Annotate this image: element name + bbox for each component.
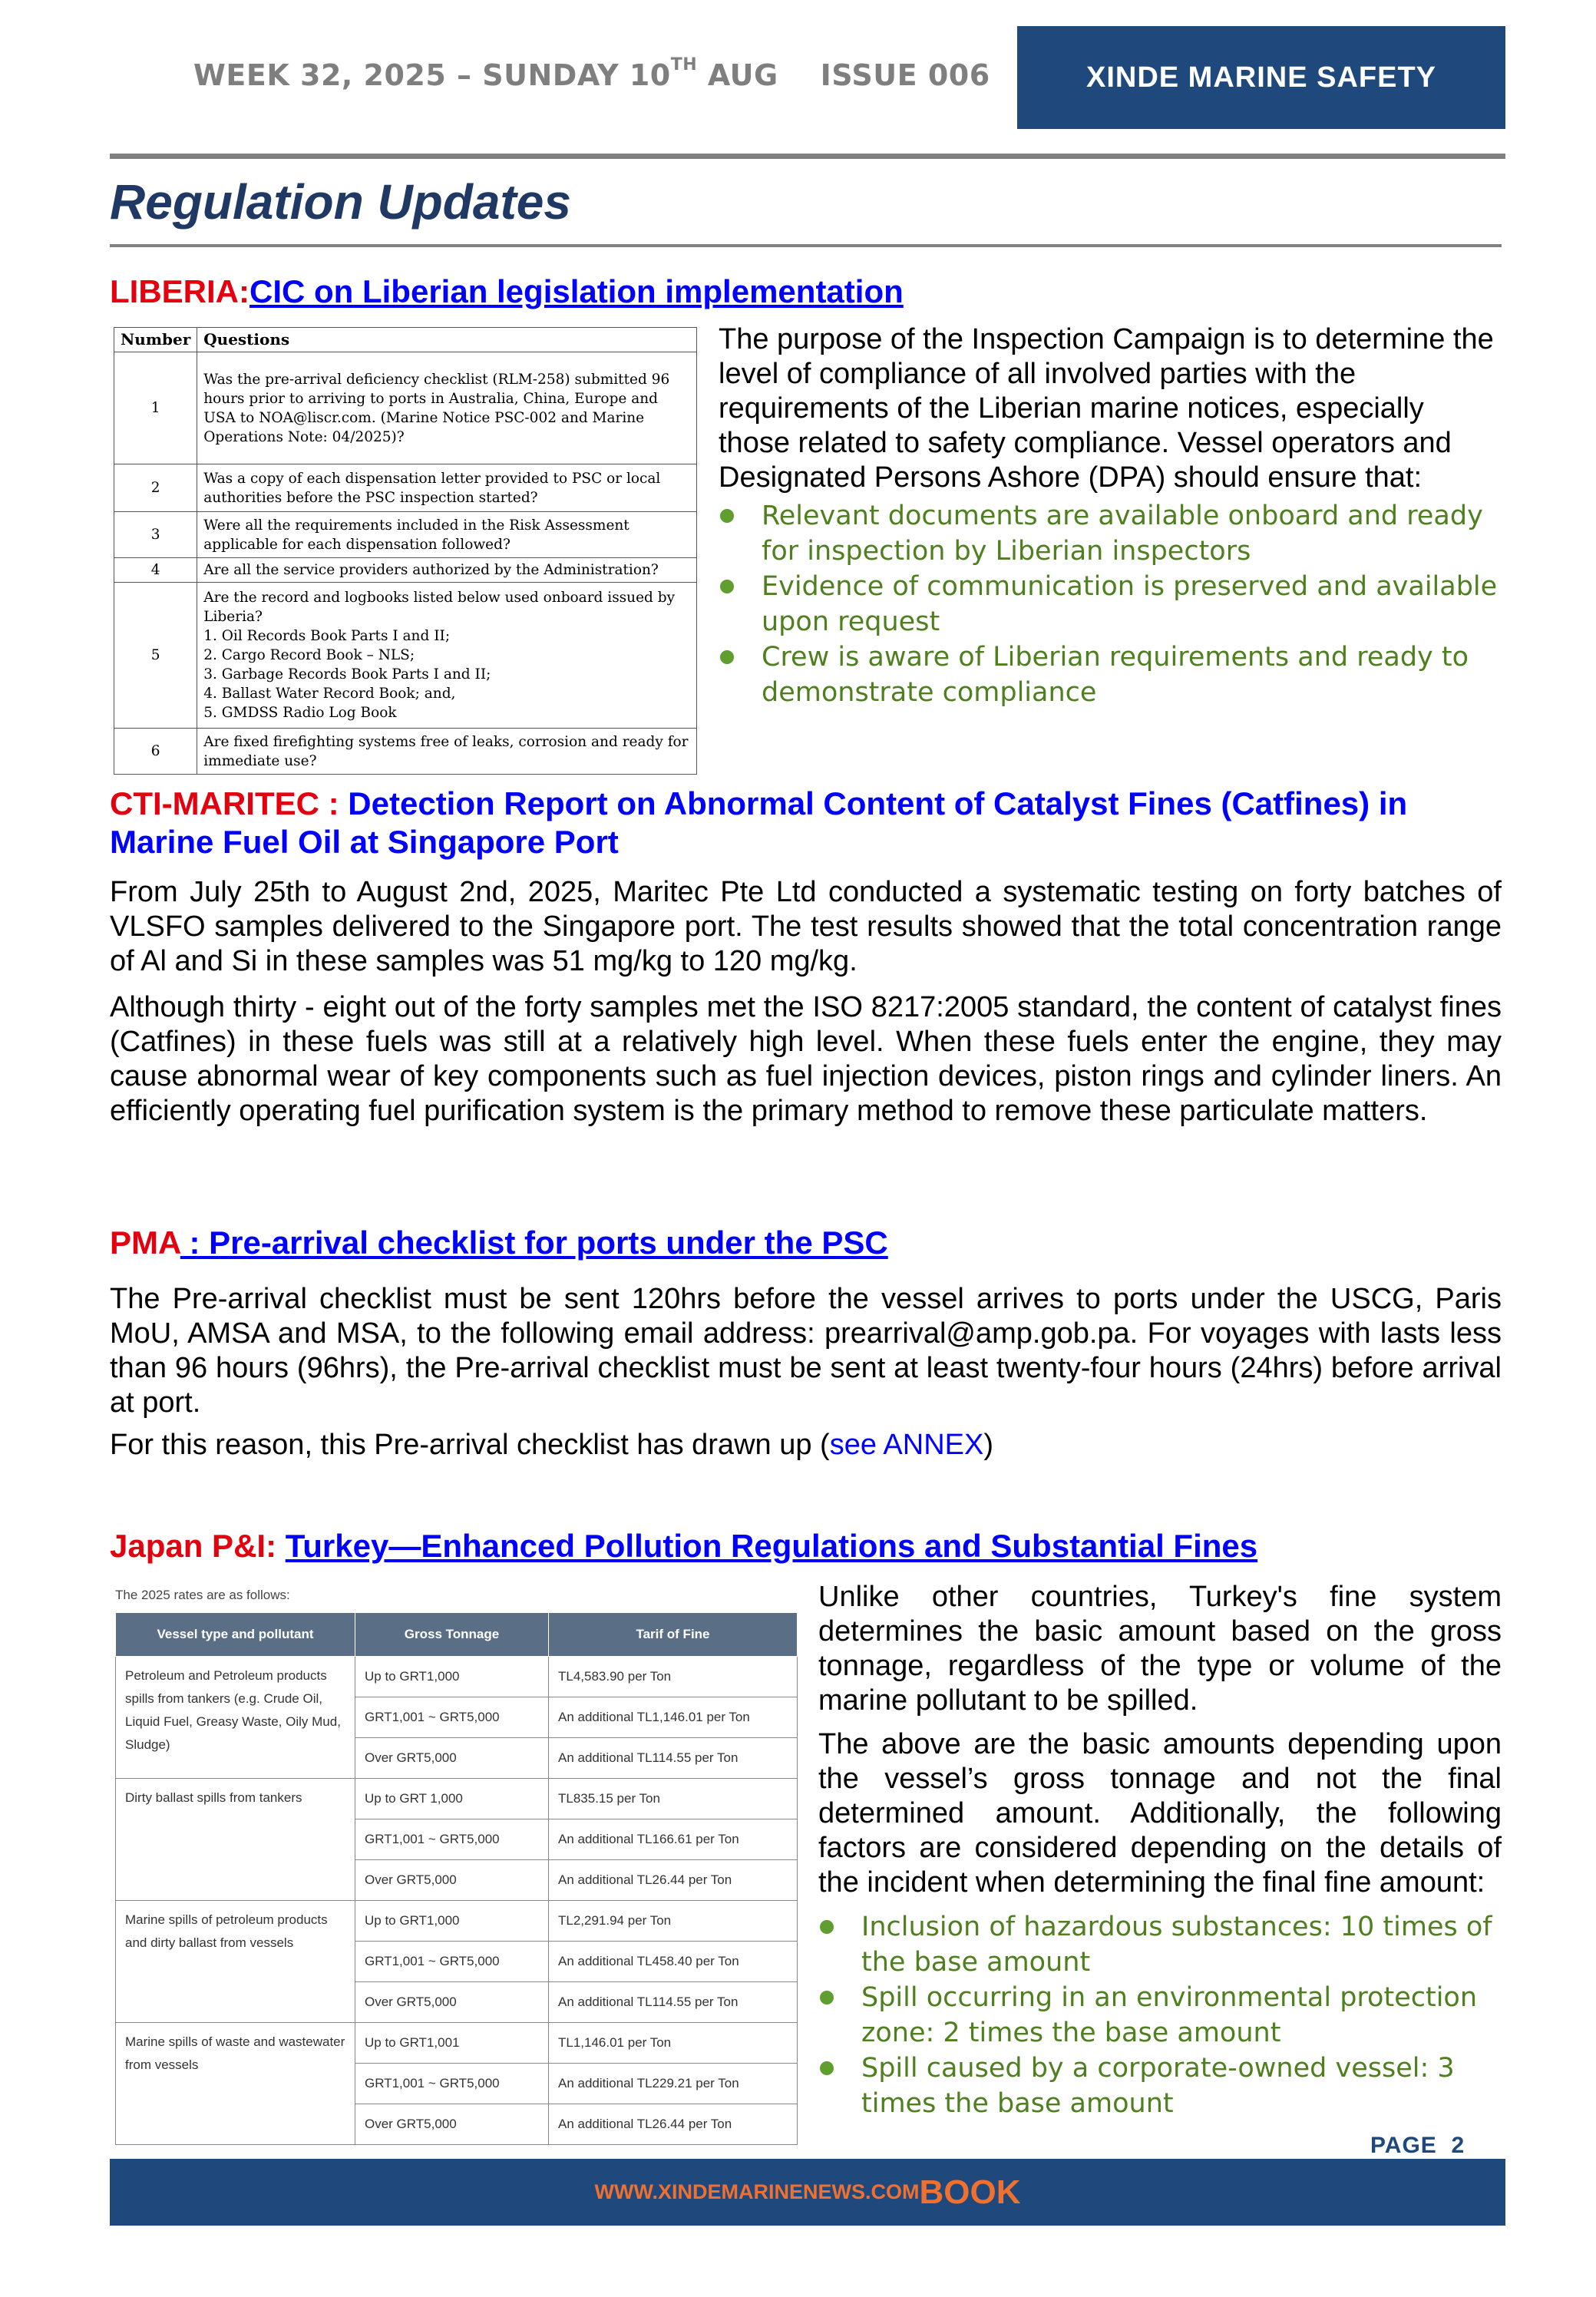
table-row (116, 2023, 798, 2064)
fine-cell: TL2,291.94 per Ton (549, 1901, 798, 1942)
row-question: Was a copy of each dispensation letter provided to PSC or local authorities before the PSC inspection started? (197, 464, 697, 512)
page-number: PAGE 2 (1370, 2133, 1465, 2158)
footer-bar (110, 2159, 1505, 2226)
liberia-heading (110, 273, 904, 310)
list-item: Spill caused by a corporate-owned vessel: 3 times the base amount (818, 2051, 1502, 2121)
row-number: 4 (114, 558, 197, 583)
brand-banner (1017, 26, 1505, 129)
fine-cell: An additional TL458.40 per Ton (549, 1942, 798, 1982)
tonnage-cell: GRT1,001 ~ GRT5,000 (355, 1942, 549, 1982)
cti-source: CTI-MARITEC : (110, 785, 349, 821)
issue-info: WEEK 32, 2025 – SUNDAY 10TH AUG ISSUE 006 (193, 55, 990, 92)
tonnage-cell: GRT1,001 ~ GRT5,000 (355, 1819, 549, 1860)
row-question: Are the record and logbooks listed below used onboard issued by Liberia? 1. Oil Records Book Parts I and II; 2. Cargo Record Book – NLS; 3. Garbage Records Book Parts I and II; 4. Ballast Water Record Book; and, 5. GMDSS Radio Log Book (197, 583, 697, 729)
pma-link[interactable]: : Pre-arrival checklist for ports under the PSC (180, 1225, 888, 1261)
cti-heading (110, 785, 1505, 861)
table-header-number: Number (114, 328, 197, 352)
fine-cell: An additional TL26.44 per Ton (549, 1860, 798, 1901)
fine-cell: An additional TL114.55 per Ton (549, 1738, 798, 1779)
tonnage-cell: GRT1,001 ~ GRT5,000 (355, 2064, 549, 2104)
title-divider (110, 244, 1502, 247)
japan-link[interactable]: Turkey—Enhanced Pollution Regulations and Substantial Fines (285, 1528, 1258, 1564)
liberia-body (719, 322, 1502, 710)
cti-paragraph-1: From July 25th to August 2nd, 2025, Maritec Pte Ltd conducted a systematic testing on forty batches of VLSFO samples delivered to the Singapore port. The test results showed that the total concentration range of Al and Si in these samples was 51 mg/kg to 120 mg/kg. (110, 876, 1502, 977)
footer-book: BOOK (919, 2173, 1021, 2211)
tonnage-cell: Up to GRT 1,000 (355, 1779, 549, 1819)
table-row (114, 558, 697, 583)
fines-table-caption: The 2025 rates are as follows: (115, 1588, 290, 1602)
tonnage-cell: Up to GRT1,001 (355, 2023, 549, 2064)
row-number: 1 (114, 352, 197, 464)
fine-cell: An additional TL114.55 per Ton (549, 1982, 798, 2023)
fine-cell: An additional TL229.21 per Ton (549, 2064, 798, 2104)
pollutant-type: Dirty ballast spills from tankers (116, 1779, 355, 1901)
cti-paragraph-2: Although thirty - eight out of the forty samples met the ISO 8217:2005 standard, the content of catalyst fines (Catfines) in these fuels was still at a relatively high level. When these fuels enter the engine, they may cause abnormal wear of key components such as fuel injection devices, piston rings and cylinder liners. An efficiently operating fuel purification system is the primary method to remove these particulate matters. (110, 991, 1502, 1127)
header-divider (110, 154, 1505, 159)
liberia-questions-table (114, 327, 697, 775)
liberia-bullet-list (719, 498, 1502, 710)
row-question: Are fixed firefighting systems free of leaks, corrosion and ready for immediate use? (197, 729, 697, 775)
annex-link[interactable]: see ANNEX (829, 1429, 984, 1461)
pma-heading (110, 1225, 888, 1261)
liberia-source: LIBERIA: (110, 273, 249, 309)
row-question: Are all the service providers authorized by the Administration? (197, 558, 697, 583)
brand-name: XINDE MARINE SAFETY (1085, 61, 1437, 94)
fines-header-type: Vessel type and pollutant (116, 1613, 355, 1657)
cti-title: Detection Report on Abnormal Content of Catalyst Fines (Catfines) in Marine Fuel Oil at Singapore Port (110, 785, 1408, 860)
fines-table-block (115, 1588, 798, 2145)
fine-cell: An additional TL26.44 per Ton (549, 2104, 798, 2145)
row-question: Was the pre-arrival deficiency checklist (RLM-258) submitted 96 hours prior to arriving to ports in Australia, China, Europe and USA to NOA@liscr.com. (Marine Notice PSC-002 and Marine Operations Note: 04/2025)? (197, 352, 697, 464)
japan-heading (110, 1528, 1257, 1565)
pma-source: PMA (110, 1225, 180, 1261)
pollutant-type: Marine spills of petroleum products and dirty ballast from vessels (116, 1901, 355, 2023)
pollutant-type: Marine spills of waste and wastewater from vessels (116, 2023, 355, 2145)
japan-bullet-list (818, 1909, 1502, 2121)
list-item: Relevant documents are available onboard and ready for inspection by Liberian inspectors (719, 498, 1502, 569)
section-title: Regulation Updates (110, 174, 571, 230)
tonnage-cell: Over GRT5,000 (355, 1860, 549, 1901)
liberia-link[interactable]: CIC on Liberian legislation implementation (249, 273, 904, 309)
table-header-questions: Questions (197, 328, 697, 352)
tonnage-cell: Up to GRT1,000 (355, 1657, 549, 1697)
row-number: 6 (114, 729, 197, 775)
row-question: Were all the requirements included in the Risk Assessment applicable for each dispensation followed? (197, 512, 697, 558)
liberia-paragraph: The purpose of the Inspection Campaign is to determine the level of compliance of all involved parties with the requirements of the Liberian marine notices, especially those related to safety compliance. Vessel operators and Designated Persons Ashore (DPA) should ensure that: (719, 323, 1494, 494)
list-item: Evidence of communication is preserved and available upon request (719, 569, 1502, 640)
pma-paragraph-1: The Pre-arrival checklist must be sent 120hrs before the vessel arrives to ports under the USCG, Paris MoU, AMSA and MSA, to the following email address: prearrival@amp.gob.pa. For voyages with lasts less than 96 hours (96hrs), the Pre-arrival checklist must be sent at least twenty-four hours (24hrs) before arrival at port. (110, 1283, 1502, 1419)
row-number: 3 (114, 512, 197, 558)
table-row (116, 1657, 798, 1697)
list-item: Inclusion of hazardous substances: 10 times of the base amount (818, 1909, 1502, 1980)
fine-cell: An additional TL1,146.01 per Ton (549, 1697, 798, 1738)
table-row (114, 512, 697, 558)
footer-url[interactable]: WWW.XINDEMARINENEWS.COM (594, 2180, 920, 2203)
table-row (114, 729, 697, 775)
japan-body (818, 1580, 1502, 2121)
tonnage-cell: GRT1,001 ~ GRT5,000 (355, 1697, 549, 1738)
fine-cell: TL1,146.01 per Ton (549, 2023, 798, 2064)
pma-paragraph-2: For this reason, this Pre-arrival checklist has drawn up (see ANNEX) (110, 1429, 993, 1461)
table-row (114, 583, 697, 729)
fine-cell: An additional TL166.61 per Ton (549, 1819, 798, 1860)
japan-source: Japan P&I: (110, 1528, 286, 1564)
table-row (114, 352, 697, 464)
table-row (114, 464, 697, 512)
tonnage-cell: Over GRT5,000 (355, 2104, 549, 2145)
japan-paragraph-2: The above are the basic amounts depending upon the vessel’s gross tonnage and not the final determined amount. Additionally, the following factors are considered depending on the details of the incident when determining the final fine amount: (818, 1728, 1502, 1899)
tonnage-cell: Up to GRT1,000 (355, 1901, 549, 1942)
fines-table (115, 1612, 798, 2145)
pollutant-type: Petroleum and Petroleum products spills from tankers (e.g. Crude Oil, Liquid Fuel, Greasy Waste, Oily Mud, Sludge) (116, 1657, 355, 1779)
fine-cell: TL4,583.90 per Ton (549, 1657, 798, 1697)
table-row (116, 1901, 798, 1942)
tonnage-cell: Over GRT5,000 (355, 1738, 549, 1779)
row-number: 2 (114, 464, 197, 512)
fines-header-tonnage: Gross Tonnage (355, 1613, 549, 1657)
fine-cell: TL835.15 per Ton (549, 1779, 798, 1819)
japan-paragraph-1: Unlike other countries, Turkey's fine system determines the basic amount based on the gross tonnage, regardless of the type or volume of the marine pollutant to be spilled. (818, 1581, 1502, 1717)
row-number: 5 (114, 583, 197, 729)
list-item: Crew is aware of Liberian requirements and ready to demonstrate compliance (719, 640, 1502, 710)
fines-header-tarif: Tarif of Fine (549, 1613, 798, 1657)
tonnage-cell: Over GRT5,000 (355, 1982, 549, 2023)
table-row (116, 1779, 798, 1819)
list-item: Spill occurring in an environmental protection zone: 2 times the base amount (818, 1980, 1502, 2051)
